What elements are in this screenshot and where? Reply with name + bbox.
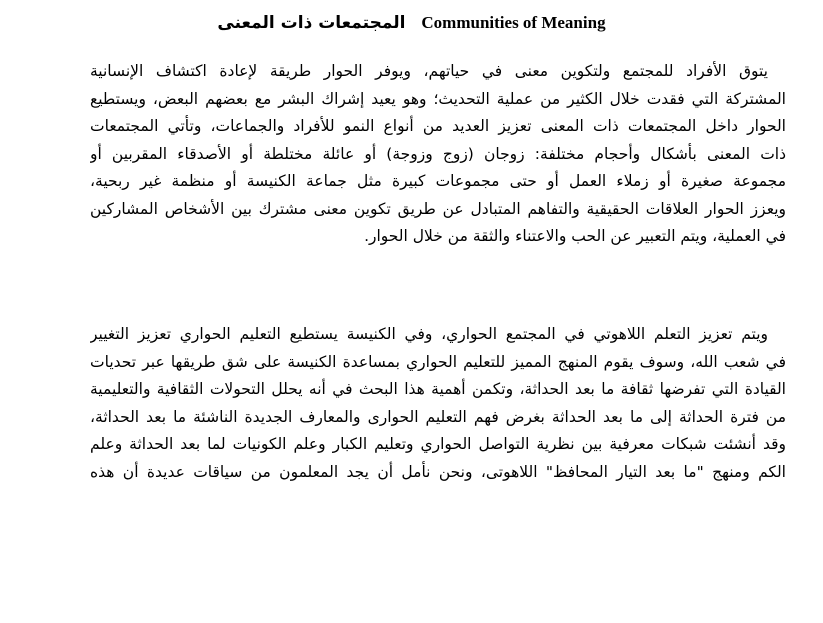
paragraph-line: ويتم تعزيز التعلم اللاهوتي في المجتمع الحواري، وفي الكنيسة يستطيع التعليم الحواري تعزيز التغيير xyxy=(90,325,768,343)
page-title xyxy=(0,12,823,34)
paragraph-line: ذات المعنى بأشكال وأحجام مختلفة: زوجان (زوج وزوجة) أو عائلة مختلطة أو الأصدقاء المقربين أو xyxy=(90,144,786,163)
paragraph-line: الكم ومنهج "ما بعد التيار المحافظ" اللاهوتى، ونحن نأمل أن يجد المعلمون من سياقات عديدة أن هذه xyxy=(90,462,786,481)
title-arabic: المجتمعات ذات المعنى xyxy=(217,13,406,33)
paragraph-2 xyxy=(90,321,786,486)
title-english: Communities of Meaning xyxy=(421,13,606,32)
paragraph-1 xyxy=(90,58,786,251)
paragraph-line: القيادة التي تفرضها ثقافة ما بعد الحداثة، وتكمن أهمية هذا البحث في أنه يحلل التحولات الثقافية والتعليمية xyxy=(90,380,786,398)
paragraph-line: الحوار داخل المجتمعات ذات المعنى تعزيز العديد من أنواع النمو للأفراد والجماعات، وتأتي المجتمعات xyxy=(90,117,786,135)
paragraph-line: المشتركة التي فقدت خلال الكثير من عملية التحديث؛ وهو يعيد إشراك البشر مع بعضهم البعض، ويستطيع xyxy=(90,89,786,108)
paragraph-line: مجموعة صغيرة أو زملاء العمل أو حتى مجموعات كبيرة مثل جماعة الكنيسة أو منظمة غير ربحية، xyxy=(90,172,786,190)
paragraph-line: في شعب الله، وسوف يقوم المنهج المميز للتعليم الحواري بمساعدة الكنيسة على شق طريقها عبر تحديات xyxy=(90,352,786,371)
paragraph-line: من فترة الحداثة إلى ما بعد الحداثة بغرض فهم التعليم الحوارى والمعارف الجديدة الناشئة ما بعد الحداثة، xyxy=(90,407,786,426)
paragraph-line: يتوق الأفراد للمجتمع ولتكوين معنى في حياتهم، ويوفر الحوار طريقة لإعادة اكتشاف الإنسانية xyxy=(90,62,768,80)
paragraph-line: في العملية، ويتم التعبير عن الحب والاعتناء والثقة من خلال الحوار. xyxy=(364,227,786,245)
paragraph-line: وقد أنشئت شبكات معرفية بين نظرية التواصل الحواري وتعليم الكبار وعلم الكونيات لما بعد الحداثة وعلم xyxy=(90,435,786,453)
paragraph-line: ويعزز الحوار العلاقات الحقيقية والتفاهم المتبادل عن طريق تكوين معنى مشترك بين الأشخاص المشاركين xyxy=(90,199,786,218)
